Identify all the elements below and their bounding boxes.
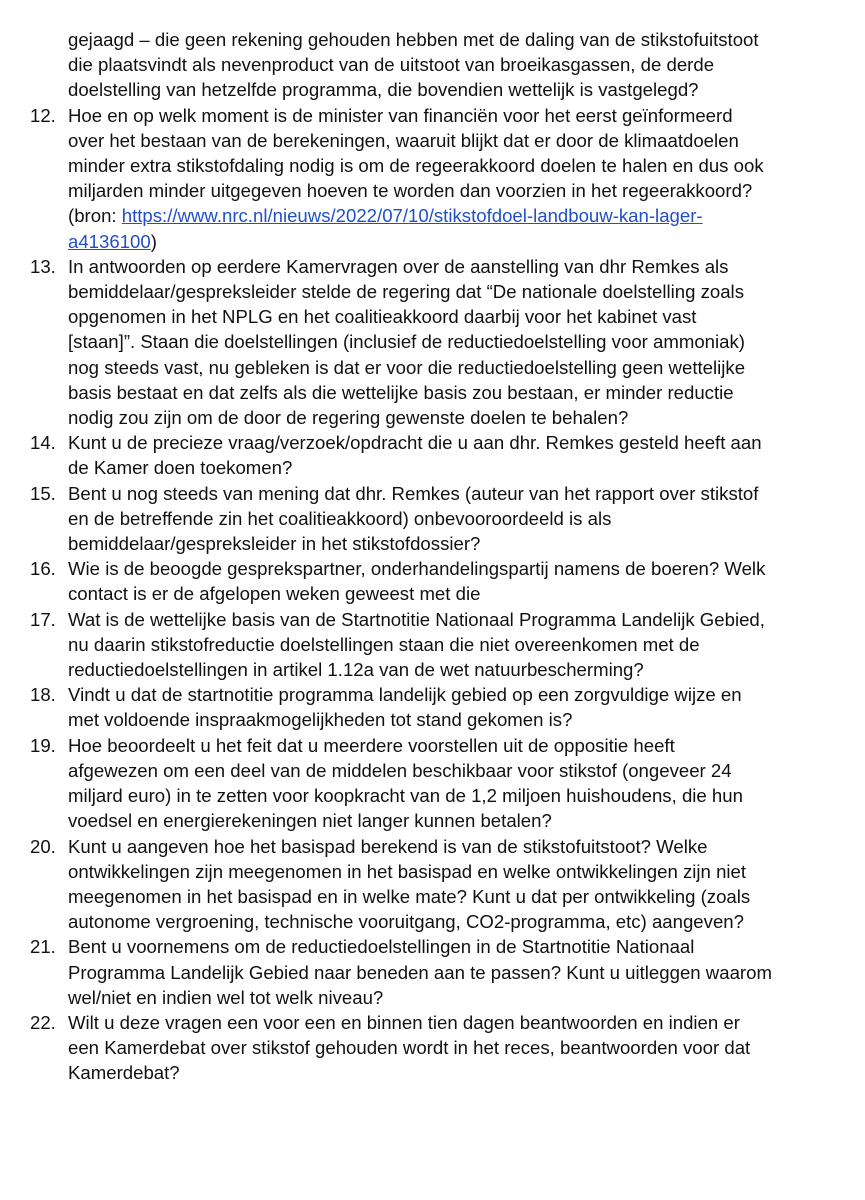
question-line: Bent u nog steeds van mening dat dhr. Remkes (auteur van het rapport over stikstof	[68, 482, 759, 504]
question-item-14	[30, 430, 830, 480]
question-line: Bent u voornemens om de reductiedoelstellingen in de Startnotitie Nationaal	[68, 936, 695, 958]
question-line: nu daarin stikstofreductie doelstellingen staan die niet overeenkomen met de	[68, 633, 700, 655]
question-line: Vindt u dat de startnotitie programma landelijk gebied op een zorgvuldige wijze en	[68, 684, 742, 706]
question-line: reductiedoelstellingen in artikel 1.12a van de wet natuurbescherming?	[68, 659, 644, 681]
question-item-22	[30, 1010, 830, 1086]
question-line: nog steeds vast, nu gebleken is dat er voor die reductiedoelstelling geen wettelijke	[68, 356, 746, 378]
question-line: een Kamerdebat over stikstof gehouden wordt in het reces, beantwoorden voor dat	[68, 1037, 751, 1059]
question-line: contact is er de afgelopen weken geweest met die	[68, 583, 481, 605]
question-item-13	[30, 254, 830, 430]
question-item-12	[30, 103, 830, 254]
question-line: bemiddelaar/gespreksleider stelde de regering dat “De nationale doelstelling zoals	[68, 281, 744, 303]
question-line: afgewezen om een deel van de middelen beschikbaar voor stikstof (ongeveer 24	[68, 759, 732, 781]
question-number: 21.	[30, 936, 56, 958]
question-line: bemiddelaar/gespreksleider in het stikstofdossier?	[68, 533, 481, 555]
question-line: miljard euro) in te zetten voor koopkracht van de 1,2 miljoen huishoudens, die hun	[68, 785, 743, 807]
source-line	[68, 229, 830, 254]
question-line: miljarden minder uitgegeven hoeven te worden dan voorzien in het regeerakkoord?	[68, 180, 753, 202]
question-line: en de betreffende zin het coalitieakkoord) onbevooroordeeld is als	[68, 507, 612, 529]
question-item-16	[30, 556, 830, 606]
question-line: Wilt u deze vragen een voor een en binnen tien dagen beantwoorden en indien er	[68, 1011, 740, 1033]
intro-line: die plaatsvindt als nevenproduct van de uitstoot van broeikasgassen, de derde	[68, 54, 715, 76]
question-line: voedsel en energierekeningen niet langer kunnen betalen?	[68, 810, 552, 832]
source-link-continued[interactable]: a4136100	[68, 230, 151, 252]
question-number: 12.	[30, 104, 56, 126]
question-line: In antwoorden op eerdere Kamervragen over de aanstelling van dhr Remkes als	[68, 255, 729, 277]
question-line: autonome vergroening, technische vooruitgang, CO2-programma, etc) aangeven?	[68, 911, 744, 933]
question-line: Kunt u de precieze vraag/verzoek/opdracht die u aan dhr. Remkes gesteld heeft aan	[68, 432, 762, 454]
intro-line: doelstelling van hetzelfde programma, die bovendien wettelijk is vastgelegd?	[68, 79, 699, 101]
question-number: 17.	[30, 608, 56, 630]
question-line: minder extra stikstofdaling nodig is om de regeerakkoord doelen te halen en dus ook	[68, 155, 764, 177]
source-prefix: (bron:	[68, 205, 122, 227]
source-line	[68, 203, 830, 228]
question-line: [staan]”. Staan die doelstellingen (inclusief de reductiedoelstelling voor ammoniak)	[68, 331, 745, 353]
question-number: 15.	[30, 482, 56, 504]
question-number: 19.	[30, 734, 56, 756]
question-number: 20.	[30, 835, 56, 857]
question-number: 13.	[30, 255, 56, 277]
question-line: Wie is de beoogde gesprekspartner, onderhandelingspartij namens de boeren? Welk	[68, 558, 766, 580]
question-item-17	[30, 607, 830, 683]
question-item-15	[30, 481, 830, 557]
question-item-18	[30, 682, 830, 732]
question-line: meegenomen in het basispad en in welke mate? Kunt u dat per ontwikkeling (zoals	[68, 885, 751, 907]
question-item-21	[30, 934, 830, 1010]
question-line: nodig zou zijn om de door de regering gewenste doelen te behalen?	[68, 407, 629, 429]
intro-paragraph	[30, 27, 830, 103]
question-line: Kunt u aangeven hoe het basispad berekend is van de stikstofuitstoot? Welke	[68, 835, 708, 857]
question-line: Kamerdebat?	[68, 1062, 180, 1084]
question-line: Hoe beoordeelt u het feit dat u meerdere voorstellen uit de oppositie heeft	[68, 734, 675, 756]
question-item-20	[30, 834, 830, 935]
question-line: Hoe en op welk moment is de minister van financiën voor het eerst geïnformeerd	[68, 104, 733, 126]
question-number: 16.	[30, 558, 56, 580]
question-line: met voldoende inspraakmogelijkheden tot stand gekomen is?	[68, 709, 573, 731]
question-item-19	[30, 733, 830, 834]
question-number: 14.	[30, 432, 56, 454]
question-line: ontwikkelingen zijn meegenomen in het basispad en welke ontwikkelingen zijn niet	[68, 860, 747, 882]
document-body	[30, 27, 830, 1086]
question-line: Programma Landelijk Gebied naar beneden aan te passen? Kunt u uitleggen waarom	[68, 961, 772, 983]
question-line: over het bestaan van de berekeningen, waaruit blijkt dat er door de klimaatdoelen	[68, 129, 739, 151]
question-line: opgenomen in het NPLG en het coalitieakkoord daarbij voor het kabinet vast	[68, 306, 697, 328]
question-line: wel/niet en indien wel tot welk niveau?	[68, 986, 384, 1008]
intro-line: gejaagd – die geen rekening gehouden hebben met de daling van de stikstofuitstoot	[68, 29, 759, 50]
source-link[interactable]: https://www.nrc.nl/nieuws/2022/07/10/stikstofdoel-landbouw-kan-lager-	[121, 205, 703, 227]
question-line: basis bestaat en dat zelfs als die wettelijke basis zou bestaan, er minder reductie	[68, 381, 734, 403]
question-line: de Kamer doen toekomen?	[68, 457, 293, 479]
question-number: 18.	[30, 684, 56, 706]
question-number: 22.	[30, 1011, 56, 1033]
question-line: Wat is de wettelijke basis van de Startnotitie Nationaal Programma Landelijk Gebied,	[68, 608, 765, 630]
source-suffix: )	[150, 230, 157, 252]
